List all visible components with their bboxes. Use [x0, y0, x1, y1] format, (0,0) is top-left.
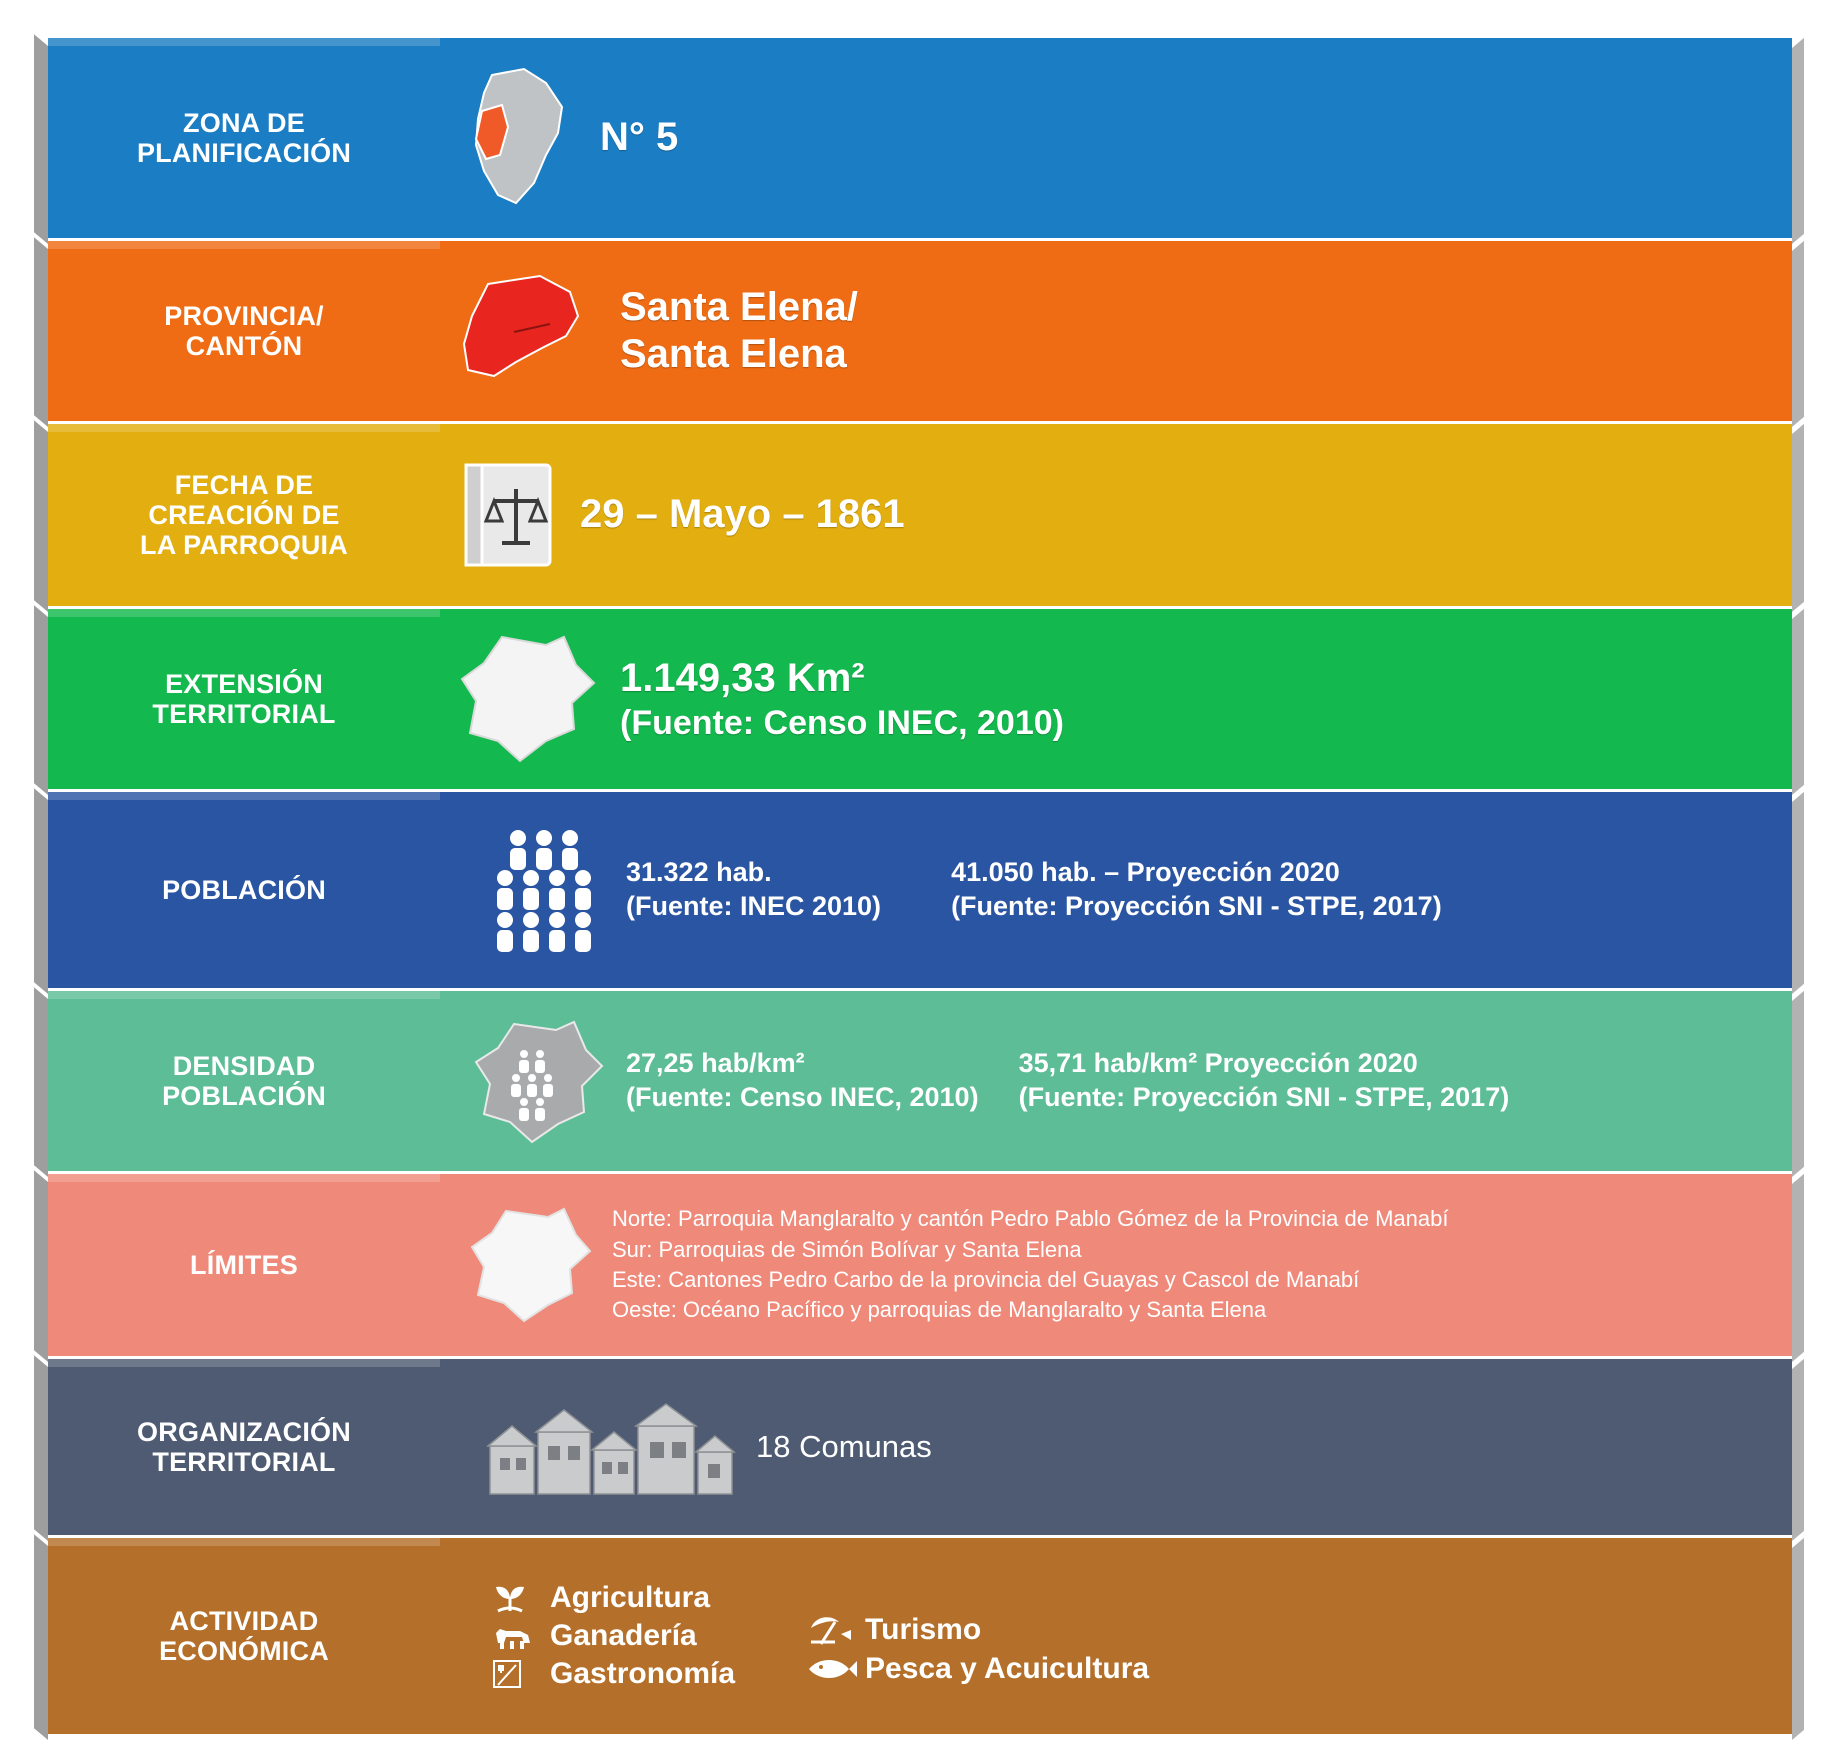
- boundary-shape-icon: [466, 1205, 596, 1325]
- label-densidad-line2: POBLACIÓN: [162, 1081, 326, 1111]
- plant-sprout-icon: [490, 1581, 536, 1615]
- poblacion-censo-value: 31.322 hab.: [626, 857, 772, 888]
- label-zona-line2: PLANIFICACIÓN: [136, 138, 352, 168]
- row-limites: [48, 1174, 1792, 1356]
- gastronomy-icon: [490, 1657, 536, 1691]
- row-poblacion: [48, 792, 1792, 988]
- row-actividad-economica: [48, 1538, 1792, 1734]
- poblacion-col-censo: [626, 856, 881, 924]
- value-poblacion: [440, 792, 1792, 988]
- label-poblacion-line1: POBLACIÓN: [162, 874, 326, 905]
- densidad-censo-value: 27,25 hab/km²: [626, 1048, 805, 1079]
- value-poblacion-text: [626, 856, 1778, 924]
- value-limites: [440, 1174, 1792, 1356]
- value-fecha-text: 29 – Mayo – 1861: [580, 492, 905, 537]
- value-densidad-poblacion: [440, 991, 1792, 1171]
- value-provincia-line1: Santa Elena/: [620, 284, 858, 329]
- value-extension-line2: (Fuente: Censo INEC, 2010): [620, 703, 1064, 742]
- label-extension-line2: TERRITORIAL: [152, 699, 336, 729]
- value-zona-planificacion: [440, 38, 1792, 238]
- value-extension-territorial: [440, 609, 1792, 789]
- row-organizacion-territorial: [48, 1359, 1792, 1535]
- label-organizacion-line2: TERRITORIAL: [152, 1447, 336, 1477]
- label-actividad-line2: ECONÓMICA: [159, 1636, 329, 1666]
- actividad-label-ganaderia: Ganadería: [550, 1619, 697, 1652]
- value-provincia-canton: [440, 241, 1792, 421]
- label-limites-line1: LÍMITES: [190, 1249, 298, 1280]
- actividad-label-turismo: Turismo: [865, 1613, 982, 1646]
- label-provincia-canton: [48, 241, 440, 421]
- label-actividad-economica: [48, 1538, 440, 1734]
- label-densidad-poblacion: [48, 991, 440, 1171]
- label-actividad-line1: ACTIVIDAD: [169, 1605, 319, 1636]
- fish-icon: [805, 1655, 851, 1683]
- value-extension-line1: 1.149,33 Km²: [620, 656, 865, 701]
- law-book-icon: [454, 455, 564, 575]
- label-provincia-line1: PROVINCIA/: [164, 300, 324, 331]
- territory-shape-icon: [454, 629, 604, 769]
- ecuador-map-icon: [454, 63, 584, 213]
- limite-oeste: Oeste: Océano Pacífico y parroquias de Manglaralto y Santa Elena: [612, 1297, 1267, 1323]
- label-fecha-line1: FECHA DE: [174, 469, 314, 500]
- poblacion-censo-source: (Fuente: INEC 2010): [626, 891, 882, 921]
- value-actividad-economica: [440, 1538, 1792, 1734]
- value-densidad-text: [626, 1047, 1778, 1115]
- density-map-icon: [470, 1016, 610, 1146]
- actividad-item-ganaderia: [490, 1619, 735, 1653]
- limite-sur: Sur: Parroquias de Simón Bolívar y Santa Elena: [612, 1236, 1082, 1262]
- poblacion-proyeccion-source: (Fuente: Proyección SNI - STPE, 2017): [951, 891, 1442, 921]
- limite-norte: Norte: Parroquia Manglaralto y cantón Pedro Pablo Gómez de la Provincia de Manabí: [612, 1206, 1449, 1232]
- label-fecha-line2: CREACIÓN DE: [148, 499, 340, 530]
- value-extension-text: [620, 655, 1778, 742]
- actividad-group-left: [490, 1581, 735, 1691]
- value-zona-text: N° 5: [600, 115, 679, 160]
- beach-umbrella-icon: [805, 1612, 851, 1648]
- densidad-col-censo: [626, 1047, 979, 1115]
- actividad-group-right: [805, 1612, 1149, 1686]
- cow-icon: [490, 1621, 536, 1651]
- label-limites: [48, 1174, 440, 1356]
- actividad-label-agricultura: Agricultura: [550, 1581, 711, 1614]
- label-organizacion-line1: ORGANIZACIÓN: [137, 1416, 351, 1447]
- value-fecha-creacion: [440, 424, 1792, 606]
- densidad-proyeccion-source: (Fuente: Proyección SNI - STPE, 2017): [1018, 1082, 1510, 1112]
- row-zona-planificacion: [48, 38, 1792, 238]
- label-zona-line1: ZONA DE: [183, 107, 305, 138]
- label-organizacion-territorial: [48, 1359, 440, 1535]
- value-organizacion-text: 18 Comunas: [756, 1429, 932, 1464]
- label-fecha-line3: LA PARROQUIA: [140, 530, 348, 561]
- densidad-censo-source: (Fuente: Censo INEC, 2010): [626, 1082, 979, 1112]
- limite-este: Este: Cantones Pedro Carbo de la provincia del Guayas y Cascol de Manabí: [612, 1267, 1360, 1292]
- densidad-col-proyeccion: [1019, 1047, 1510, 1115]
- value-provincia-line2: Santa Elena: [620, 332, 847, 376]
- actividad-item-agricultura: [490, 1581, 735, 1615]
- actividad-label-gastronomia: Gastronomía: [550, 1657, 736, 1690]
- label-densidad-line1: DENSIDAD: [172, 1050, 316, 1081]
- label-zona-planificacion: [48, 38, 440, 238]
- value-limites-text: [612, 1204, 1778, 1325]
- province-map-icon: [454, 266, 604, 396]
- label-extension-line1: EXTENSIÓN: [165, 668, 323, 699]
- label-extension-territorial: [48, 609, 440, 789]
- actividad-item-turismo: [805, 1612, 1149, 1648]
- value-provincia-text: [620, 284, 1778, 378]
- row-densidad-poblacion: [48, 991, 1792, 1171]
- people-group-icon: [480, 826, 610, 954]
- row-fecha-creacion: [48, 424, 1792, 606]
- poblacion-col-proyeccion: [951, 856, 1442, 924]
- poblacion-proyeccion-value: 41.050 hab. – Proyección 2020: [951, 857, 1340, 888]
- actividad-label-pesca: Pesca y Acuicultura: [865, 1652, 1150, 1685]
- row-provincia-canton: [48, 241, 1792, 421]
- label-poblacion: [48, 792, 440, 988]
- value-organizacion-territorial: [440, 1359, 1792, 1535]
- label-provincia-line2: CANTÓN: [185, 331, 303, 361]
- label-fecha-creacion: [48, 424, 440, 606]
- village-houses-icon: [480, 1392, 740, 1502]
- actividad-item-gastronomia: [490, 1657, 735, 1691]
- densidad-proyeccion-value: 35,71 hab/km² Proyección 2020: [1018, 1048, 1418, 1079]
- actividad-item-pesca: [805, 1652, 1149, 1686]
- row-extension-territorial: [48, 609, 1792, 789]
